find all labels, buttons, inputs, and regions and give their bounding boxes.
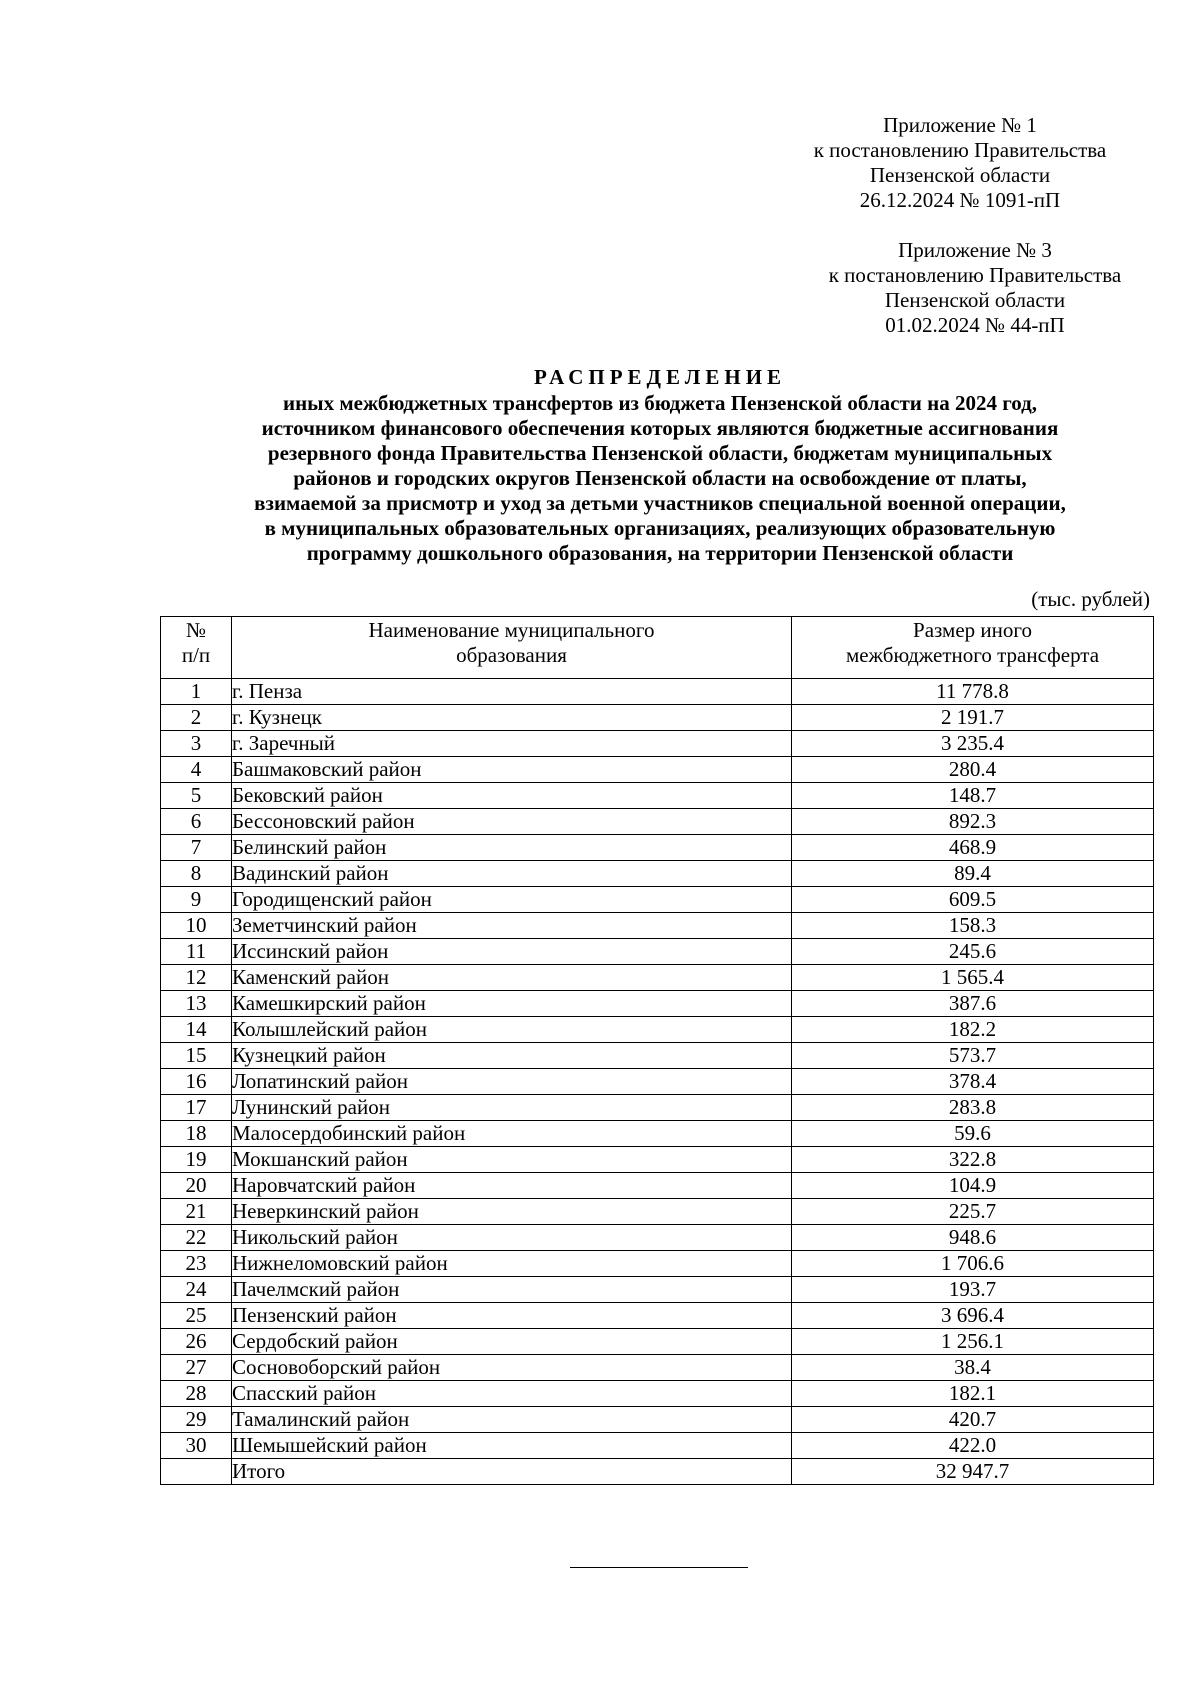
- row-number-cell: 26: [161, 1329, 232, 1355]
- transfer-amount-cell: 948.6: [792, 1225, 1154, 1251]
- row-number-cell: 4: [161, 757, 232, 783]
- row-number-cell: 17: [161, 1095, 232, 1121]
- municipality-name-cell: Спасский район: [232, 1381, 792, 1407]
- municipality-name-cell: Земетчинский район: [232, 913, 792, 939]
- row-number-cell: 7: [161, 835, 232, 861]
- table-header: [161, 617, 1154, 679]
- transfer-amount-cell: 892.3: [792, 809, 1154, 835]
- transfer-amount-cell: 378.4: [792, 1069, 1154, 1095]
- transfer-amount-cell: 468.9: [792, 835, 1154, 861]
- appendix-3-reference: к постановлению Правительства: [828, 263, 1122, 287]
- municipality-name-cell: Вадинский район: [232, 861, 792, 887]
- transfer-amount-cell: 11 778.8: [792, 679, 1154, 705]
- document-subtitle-line: иных межбюджетных трансфертов из бюджета Пензенской области на 2024 год,: [282, 391, 1038, 415]
- transfer-amount-cell: 420.7: [792, 1407, 1154, 1433]
- municipality-name-cell: Лунинский район: [232, 1095, 792, 1121]
- transfer-amount-cell: 3 696.4: [792, 1303, 1154, 1329]
- table-row: [161, 809, 1154, 835]
- appendix-1-block: [760, 113, 1160, 213]
- document-subtitle-line: в муниципальных образовательных организациях, реализующих образовательную: [264, 516, 1056, 540]
- municipality-name-cell: Мокшанский район: [232, 1147, 792, 1173]
- municipality-name-cell: Тамалинский район: [232, 1407, 792, 1433]
- table-row: [161, 1095, 1154, 1121]
- row-number-cell: 11: [161, 939, 232, 965]
- row-number-cell: 6: [161, 809, 232, 835]
- document-subtitle-line: источником финансового обеспечения которых являются бюджетные ассигнования: [261, 416, 1059, 440]
- appendix-1-title: Приложение № 1: [883, 113, 1037, 137]
- table-row: [161, 705, 1154, 731]
- document-subtitle-line: резервного фонда Правительства Пензенской области, бюджетам муниципальных: [267, 441, 1053, 465]
- row-number-cell: 22: [161, 1225, 232, 1251]
- transfer-amount-cell: 1 565.4: [792, 965, 1154, 991]
- transfer-amount-cell: 182.2: [792, 1017, 1154, 1043]
- transfer-amount-cell: 322.8: [792, 1147, 1154, 1173]
- row-number-cell: 21: [161, 1199, 232, 1225]
- municipality-name-cell: Никольский район: [232, 1225, 792, 1251]
- row-number-cell: 15: [161, 1043, 232, 1069]
- document-subtitle-line: районов и городских округов Пензенской области на освобождение от платы,: [293, 466, 1027, 490]
- municipality-name-cell: Нижнеломовский район: [232, 1251, 792, 1277]
- table-row: [161, 913, 1154, 939]
- municipality-name-cell: Пачелмский район: [232, 1277, 792, 1303]
- header-municipality-line2: образования: [456, 643, 567, 667]
- table-row: [161, 1069, 1154, 1095]
- header-municipality: [232, 617, 792, 679]
- table-row: [161, 939, 1154, 965]
- row-number-cell: 9: [161, 887, 232, 913]
- row-number-cell: 14: [161, 1017, 232, 1043]
- transfer-amount-cell: 148.7: [792, 783, 1154, 809]
- transfer-amount-cell: 89.4: [792, 861, 1154, 887]
- header-transfer-amount: [792, 617, 1154, 679]
- header-number-line2: п/п: [181, 643, 211, 667]
- table-row: [161, 1277, 1154, 1303]
- units-label: (тыс. рублей): [1031, 587, 1150, 611]
- total-amount-cell: 32 947.7: [792, 1459, 1154, 1485]
- table-total-row: [161, 1459, 1154, 1485]
- total-number-cell: [161, 1459, 232, 1485]
- row-number-cell: 10: [161, 913, 232, 939]
- table-row: [161, 731, 1154, 757]
- header-transfer-amount-line2: межбюджетного трансферта: [845, 643, 1100, 667]
- transfer-amount-cell: 225.7: [792, 1199, 1154, 1225]
- table-row: [161, 991, 1154, 1017]
- municipality-name-cell: Пензенский район: [232, 1303, 792, 1329]
- row-number-cell: 3: [161, 731, 232, 757]
- header-municipality-line1: Наименование муниципального: [368, 618, 655, 642]
- table-row: [161, 965, 1154, 991]
- footer-divider: [570, 1567, 748, 1568]
- municipality-name-cell: г. Заречный: [232, 731, 792, 757]
- row-number-cell: 23: [161, 1251, 232, 1277]
- municipality-name-cell: Кузнецкий район: [232, 1043, 792, 1069]
- transfer-amount-cell: 387.6: [792, 991, 1154, 1017]
- table-row: [161, 757, 1154, 783]
- table-row: [161, 1355, 1154, 1381]
- row-number-cell: 29: [161, 1407, 232, 1433]
- transfer-amount-cell: 158.3: [792, 913, 1154, 939]
- municipality-name-cell: Колышлейский район: [232, 1017, 792, 1043]
- municipality-name-cell: Наровчатский район: [232, 1173, 792, 1199]
- transfer-amount-cell: 182.1: [792, 1381, 1154, 1407]
- municipality-name-cell: Сердобский район: [232, 1329, 792, 1355]
- document-title-block: [150, 365, 1170, 566]
- table-row: [161, 887, 1154, 913]
- transfer-amount-cell: 283.8: [792, 1095, 1154, 1121]
- transfer-amount-cell: 1 256.1: [792, 1329, 1154, 1355]
- transfer-amount-cell: 193.7: [792, 1277, 1154, 1303]
- row-number-cell: 30: [161, 1433, 232, 1459]
- row-number-cell: 24: [161, 1277, 232, 1303]
- municipality-name-cell: Иссинский район: [232, 939, 792, 965]
- municipality-name-cell: Шемышейский район: [232, 1433, 792, 1459]
- header-number: [161, 617, 232, 679]
- table-row: [161, 1199, 1154, 1225]
- municipality-name-cell: Башмаковский район: [232, 757, 792, 783]
- table-row: [161, 1407, 1154, 1433]
- transfer-amount-cell: 38.4: [792, 1355, 1154, 1381]
- municipality-name-cell: Городищенский район: [232, 887, 792, 913]
- row-number-cell: 16: [161, 1069, 232, 1095]
- transfer-amount-cell: 1 706.6: [792, 1251, 1154, 1277]
- municipality-name-cell: Сосновоборский район: [232, 1355, 792, 1381]
- row-number-cell: 20: [161, 1173, 232, 1199]
- table-row: [161, 1251, 1154, 1277]
- transfer-amount-cell: 245.6: [792, 939, 1154, 965]
- table-row: [161, 835, 1154, 861]
- table-row: [161, 1147, 1154, 1173]
- table-row: [161, 1173, 1154, 1199]
- appendix-3-block: [775, 238, 1175, 338]
- row-number-cell: 25: [161, 1303, 232, 1329]
- row-number-cell: 28: [161, 1381, 232, 1407]
- transfer-amount-cell: 422.0: [792, 1433, 1154, 1459]
- table-body: [161, 679, 1154, 1485]
- row-number-cell: 13: [161, 991, 232, 1017]
- row-number-cell: 2: [161, 705, 232, 731]
- document-heading: РАСПРЕДЕЛЕНИЕ: [533, 365, 787, 389]
- municipality-name-cell: Бековский район: [232, 783, 792, 809]
- table-row: [161, 1329, 1154, 1355]
- header-number-line1: №: [185, 618, 207, 642]
- transfer-amount-cell: 59.6: [792, 1121, 1154, 1147]
- table-row: [161, 783, 1154, 809]
- row-number-cell: 8: [161, 861, 232, 887]
- table-row: [161, 1121, 1154, 1147]
- table-row: [161, 1017, 1154, 1043]
- row-number-cell: 12: [161, 965, 232, 991]
- table-row: [161, 679, 1154, 705]
- transfer-amount-cell: 609.5: [792, 887, 1154, 913]
- document-subtitle-line: программу дошкольного образования, на территории Пензенской области: [306, 541, 1014, 565]
- table-row: [161, 1043, 1154, 1069]
- distribution-table: [160, 616, 1154, 1485]
- municipality-name-cell: Бессоновский район: [232, 809, 792, 835]
- transfer-amount-cell: 573.7: [792, 1043, 1154, 1069]
- municipality-name-cell: г. Кузнецк: [232, 705, 792, 731]
- row-number-cell: 27: [161, 1355, 232, 1381]
- appendix-1-reference: к постановлению Правительства: [813, 138, 1107, 162]
- municipality-name-cell: Каменский район: [232, 965, 792, 991]
- municipality-name-cell: Белинский район: [232, 835, 792, 861]
- table-row: [161, 1225, 1154, 1251]
- transfer-amount-cell: 2 191.7: [792, 705, 1154, 731]
- header-transfer-amount-line1: Размер иного: [913, 618, 1032, 642]
- table-row: [161, 1303, 1154, 1329]
- municipality-name-cell: Лопатинский район: [232, 1069, 792, 1095]
- table-row: [161, 861, 1154, 887]
- municipality-name-cell: Неверкинский район: [232, 1199, 792, 1225]
- appendix-1-region: Пензенской области: [869, 163, 1051, 187]
- row-number-cell: 5: [161, 783, 232, 809]
- table-header-row: [161, 617, 1154, 679]
- municipality-name-cell: Камешкирский район: [232, 991, 792, 1017]
- total-label-cell: Итого: [232, 1459, 792, 1485]
- transfer-amount-cell: 3 235.4: [792, 731, 1154, 757]
- row-number-cell: 18: [161, 1121, 232, 1147]
- row-number-cell: 19: [161, 1147, 232, 1173]
- municipality-name-cell: Малосердобинский район: [232, 1121, 792, 1147]
- appendix-3-date-number: 01.02.2024 № 44-пП: [885, 313, 1065, 337]
- appendix-3-region: Пензенской области: [884, 288, 1066, 312]
- municipality-name-cell: г. Пенза: [232, 679, 792, 705]
- transfer-amount-cell: 104.9: [792, 1173, 1154, 1199]
- document-subtitle-line: взимаемой за присмотр и уход за детьми участников специальной военной операции,: [254, 491, 1066, 515]
- table-row: [161, 1433, 1154, 1459]
- table-row: [161, 1381, 1154, 1407]
- appendix-1-date-number: 26.12.2024 № 1091-пП: [859, 188, 1061, 212]
- row-number-cell: 1: [161, 679, 232, 705]
- appendix-3-title: Приложение № 3: [898, 238, 1052, 262]
- transfer-amount-cell: 280.4: [792, 757, 1154, 783]
